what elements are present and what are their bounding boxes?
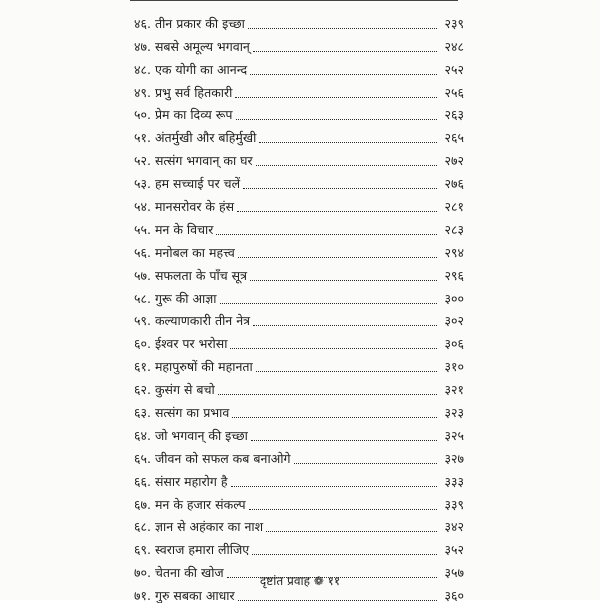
dot-leader (238, 256, 437, 258)
toc-entry-page-number: ३३९ (444, 496, 464, 512)
toc-entry-title: ६२. कुसंग से बचो (134, 382, 215, 398)
toc-entry-page-number: ३०६ (444, 336, 464, 352)
toc-entry-title: ५२. सत्संग भगवान् का घर (134, 153, 253, 169)
toc-entry-page-number: २७२ (444, 153, 464, 169)
dot-leader (259, 141, 437, 143)
toc-entry (134, 443, 464, 466)
toc-entry (134, 100, 464, 123)
toc-entry (134, 168, 464, 191)
toc-entry (134, 145, 464, 168)
toc-entry-page-number: ३३३ (444, 473, 464, 489)
toc-entry-page-number: २९४ (444, 244, 464, 260)
dot-leader (253, 324, 437, 326)
dot-leader (253, 50, 437, 52)
dot-leader (216, 233, 437, 235)
toc-entry-title: ५४. मानसरोवर के हंस (134, 199, 235, 215)
toc-entry-title: ५७. सफलता के पाँच सूत्र (134, 267, 248, 283)
toc-entry-page-number: २६३ (444, 107, 464, 123)
dot-leader (248, 27, 437, 29)
toc-entry-page-number: ३०२ (444, 313, 464, 329)
toc-entry (134, 191, 464, 214)
toc-entry (134, 351, 464, 374)
toc-entry-title: ५९. कल्याणकारी तीन नेत्र (134, 313, 251, 329)
toc-entry-title: ६९. स्वराज हमारा लीजिए (134, 542, 250, 558)
toc-entry-page-number: २९६ (444, 267, 464, 283)
toc-entry-title: ५५. मन के विचार (134, 221, 214, 237)
toc-entry-page-number: ३२३ (444, 405, 464, 421)
dot-leader (230, 347, 437, 349)
dot-leader (266, 530, 437, 532)
dot-leader (256, 370, 437, 372)
dot-leader (252, 553, 437, 555)
dot-leader (249, 508, 437, 510)
toc-entry (134, 420, 464, 443)
dot-leader (294, 462, 437, 464)
toc-entry (134, 283, 464, 306)
toc-entry-title: ६१. महापुरुषों की महानता (134, 359, 253, 375)
dot-leader (235, 96, 437, 98)
toc-entry-title: ५१. अंतर्मुखी और बहिर्मुखी (134, 130, 257, 146)
toc-entry-title: ६७. मन के हजार संकल्प (134, 496, 246, 512)
toc-entry-title: ४९. प्रभु सर्व हितकारी (134, 84, 233, 100)
toc-entry (134, 534, 464, 557)
toc-entry (134, 489, 464, 512)
toc-entry-page-number: २८३ (444, 221, 464, 237)
toc-entry-page-number: २५२ (444, 61, 464, 77)
toc-entry (134, 260, 464, 283)
toc-entry-title: ५८. गुरू की आज्ञा (134, 290, 217, 306)
toc-entry-title: ६८. ज्ञान से अहंकार का नाश (134, 519, 264, 535)
dot-leader (232, 416, 437, 418)
toc-entry (134, 397, 464, 420)
dot-leader (243, 187, 437, 189)
toc-entry-title: ४७. सबसे अमूल्य भगवान् (134, 38, 250, 54)
toc-entry-page-number: २६५ (444, 130, 464, 146)
toc-entry-page-number: २७६ (444, 176, 464, 192)
page-footer: दृष्टांत प्रवाह ❁ ११ (259, 574, 341, 588)
toc-entry-page-number: ३२५ (444, 427, 464, 443)
dot-leader (220, 302, 437, 304)
toc-entry (134, 214, 464, 237)
toc-entry-title: ६६. संसार महारोग है (134, 473, 228, 489)
dot-leader (238, 599, 437, 601)
dot-leader (251, 439, 437, 441)
toc-entry-page-number: ३४२ (444, 519, 464, 535)
toc-entry-title: ६३. सत्संग का प्रभाव (134, 405, 230, 421)
dot-leader (250, 279, 437, 281)
toc-entry (134, 306, 464, 329)
toc-entry-page-number: २४८ (444, 38, 464, 54)
toc-entry (134, 31, 464, 54)
toc-entry (134, 466, 464, 489)
toc-entry-title: ५३. हम सच्चाई पर चलें (134, 176, 241, 192)
toc-entry-title: ६०. ईश्वर पर भरोसा (134, 336, 228, 352)
toc-entry-title: ५६. मनोबल का महत्त्व (134, 244, 235, 260)
toc-entry-title: ६५. जीवन को सफल कब बनाओगे (134, 450, 291, 466)
toc-entry (134, 77, 464, 100)
toc-entry-page-number: २८१ (444, 199, 464, 215)
toc-entry-title: ७१. गुरु सबका आधार (134, 588, 235, 603)
toc-entry-title: ७०. चेतना की खोज (134, 565, 224, 581)
toc-entry-page-number: ३२७ (444, 450, 464, 466)
toc-entry-page-number: ३१० (444, 359, 464, 375)
toc-entry (134, 8, 464, 31)
dot-leader (237, 210, 437, 212)
toc-entry-title: ४८. एक योगी का आनन्द (134, 61, 248, 77)
dot-leader (256, 164, 437, 166)
toc-entry (134, 374, 464, 397)
toc-entry-page-number: ३२१ (444, 382, 464, 398)
toc-entry (134, 328, 464, 351)
table-of-contents (134, 8, 464, 603)
dot-leader (236, 118, 437, 120)
toc-entry-page-number: २३९ (444, 15, 464, 31)
dot-leader (231, 485, 437, 487)
toc-entry-title: ६४. जो भगवान् की इच्छा (134, 427, 248, 443)
toc-entry-page-number: ३६० (444, 588, 464, 603)
toc-entry-page-number: ३५७ (444, 565, 464, 581)
dot-leader (218, 393, 437, 395)
toc-entry-title: ५०. प्रेम का दिव्य रूप (134, 107, 233, 123)
top-rule (130, 0, 458, 1)
toc-entry (134, 512, 464, 535)
toc-entry-page-number: २५६ (444, 84, 464, 100)
toc-entry (134, 237, 464, 260)
dot-leader (250, 73, 437, 75)
toc-entry-page-number: ३५२ (444, 542, 464, 558)
toc-entry (134, 122, 464, 145)
toc-entry (134, 54, 464, 77)
toc-entry-title: ४६. तीन प्रकार की इच्छा (134, 15, 245, 31)
toc-entry-page-number: ३०० (444, 290, 464, 306)
